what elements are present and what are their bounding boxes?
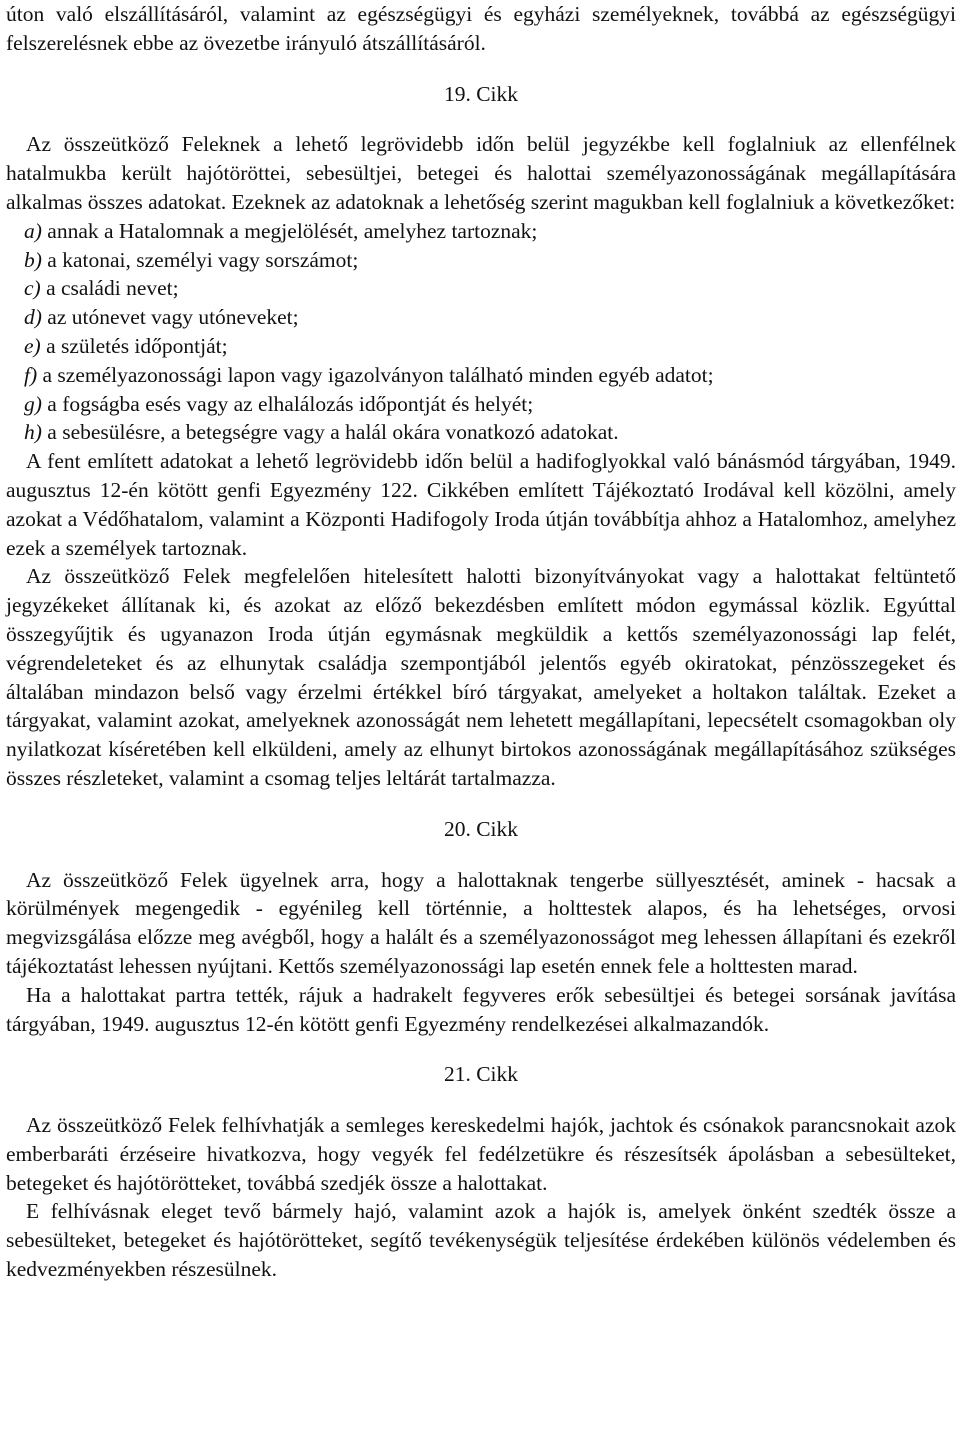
list-letter: e) <box>24 333 41 358</box>
article-20 <box>6 815 956 1039</box>
article-paragraph: Az összeütköző Felek ügyelnek arra, hogy a halottaknak tengerbe süllyesztését, aminek - hacsak a körülmények megengedik - egyénileg kell történnie, a holttestek alapos, és ha lehetséges, orvosi megvizsgálása előzze meg avégből, hogy a halált és a személyazonosságot meg lehessen állapítani és ezekről tájékoztatást lehessen nyújtani. Kettős személyazonossági lap esetén ennek fele a holttesten marad. <box>6 867 956 978</box>
intro-paragraph: úton való elszállításáról, valamint az egészségügyi és egyházi személyeknek, továbbá az egészségügyi felszerelésnek ebbe az övezetbe irányuló átszállításáról. <box>6 2 956 55</box>
article-heading: 19. Cikk <box>443 81 519 106</box>
list-text: a katonai, személyi vagy sorszámot; <box>41 247 359 272</box>
document-page <box>6 0 956 1284</box>
list-item <box>6 332 956 361</box>
list-letter: b) <box>24 247 42 272</box>
list-text: a családi nevet; <box>40 276 179 301</box>
article-paragraph: Az összeütköző Feleknek a lehető legrövidebb időn belül jegyzékbe kell foglalniuk az ellenfélnek hatalmukba került hajótöröttei, sebesültjei, betegei és halottai személyazonosságának megállapítására alkalmas összes adatokat. Ezeknek az adatoknak a lehetőség szerint magukban kell foglalniuk a következőket: <box>6 132 956 214</box>
list-item <box>6 390 956 419</box>
list-letter: g) <box>24 391 42 416</box>
list-item <box>6 274 956 303</box>
article-paragraph: Ha a halottakat partra tették, rájuk a hadrakelt fegyveres erők sebesültjei és betegei sorsának javítása tárgyában, 1949. augusztus 12-én kötött genfi Egyezmény rendelkezései alkalmazandók. <box>6 982 956 1036</box>
article-heading: 21. Cikk <box>443 1062 519 1087</box>
list-letter: d) <box>24 305 42 330</box>
list-letter: h) <box>24 420 42 445</box>
list-text: a személyazonossági lapon vagy igazolványon található minden egyéb adatot; <box>37 362 714 387</box>
list-letter: a) <box>24 218 42 243</box>
article-21 <box>6 1060 956 1284</box>
article-19 <box>6 80 956 793</box>
list-item <box>6 418 956 447</box>
list-text: az utónevet vagy utóneveket; <box>41 305 299 330</box>
list-item <box>6 303 956 332</box>
list-item <box>6 246 956 275</box>
article-paragraph: A fent említett adatokat a lehető legrövidebb időn belül a hadifoglyokkal való bánásmód tárgyában, 1949. augusztus 12-én kötött genfi Egyezmény 122. Cikkében említett Tájékoztató Irodával kell közölni, amely azokat a Védőhatalom, valamint a Központi Hadifogoly Iroda útján továbbítja ahhoz a Hatalomhoz, amelyhez ezek a személyek tartoznak. <box>6 449 956 560</box>
list-text: a születés időpontját; <box>40 333 228 358</box>
list-item <box>6 361 956 390</box>
article-paragraph: E felhívásnak eleget tevő bármely hajó, valamint azok a hajók is, amelyek önként szedték össze a sebesülteket, betegeket és hajótörötteket, segítő tevékenységük teljesítése érdekében különös védelemben és kedvezményekben részesülnek. <box>6 1199 956 1282</box>
article-paragraph: Az összeütköző Felek felhívhatják a semleges kereskedelmi hajók, jachtok és csónakok parancsnokait azok emberbaráti érzéseire hivatkozva, hogy vegyék fel fedélzetükre és részesítsék ápolásban a sebesülteket, betegeket és hajótörötteket, továbbá szedjék össze a halottakat. <box>6 1113 956 1195</box>
list-letter: c) <box>24 276 41 301</box>
list-letter: f) <box>24 362 38 387</box>
list-text: annak a Hatalomnak a megjelölését, amelyhez tartoznak; <box>41 218 538 243</box>
list-item <box>6 217 956 246</box>
list-text: a fogságba esés vagy az elhalálozás időpontját és helyét; <box>41 391 534 416</box>
article-heading: 20. Cikk <box>443 816 519 841</box>
list-text: a sebesülésre, a betegségre vagy a halál okára vonatkozó adatokat. <box>41 420 619 445</box>
article-paragraph: Az összeütköző Felek megfelelően hitelesített halotti bizonyítványokat vagy a halottakat feltüntető jegyzékeket állítanak ki, és azokat az előző bekezdésben említett módon egymással közlik. Egyúttal összegyűjtik és ugyanazon Iroda útján egymásnak megküldik a kettős személyazonossági lap felét, végrendeleteket és az elhunytak családja szempontjából jelentős egyéb okiratokat, pénzösszegeket és általában mindazon belső vagy érzelmi értékkel bíró tárgyakat, amelyeket a holtakon találtak. Ezeket a tárgyakat, valamint azokat, amelyeknek azonosságát nem lehetett megállapítani, lepecsételt csomagokban oly nyilatkozat kíséretében kell elküldeni, amely az elhunyt birtokos azonosságának megállapításához szükséges összes részleteket, valamint a csomag teljes leltárát tartalmazza. <box>6 564 956 790</box>
